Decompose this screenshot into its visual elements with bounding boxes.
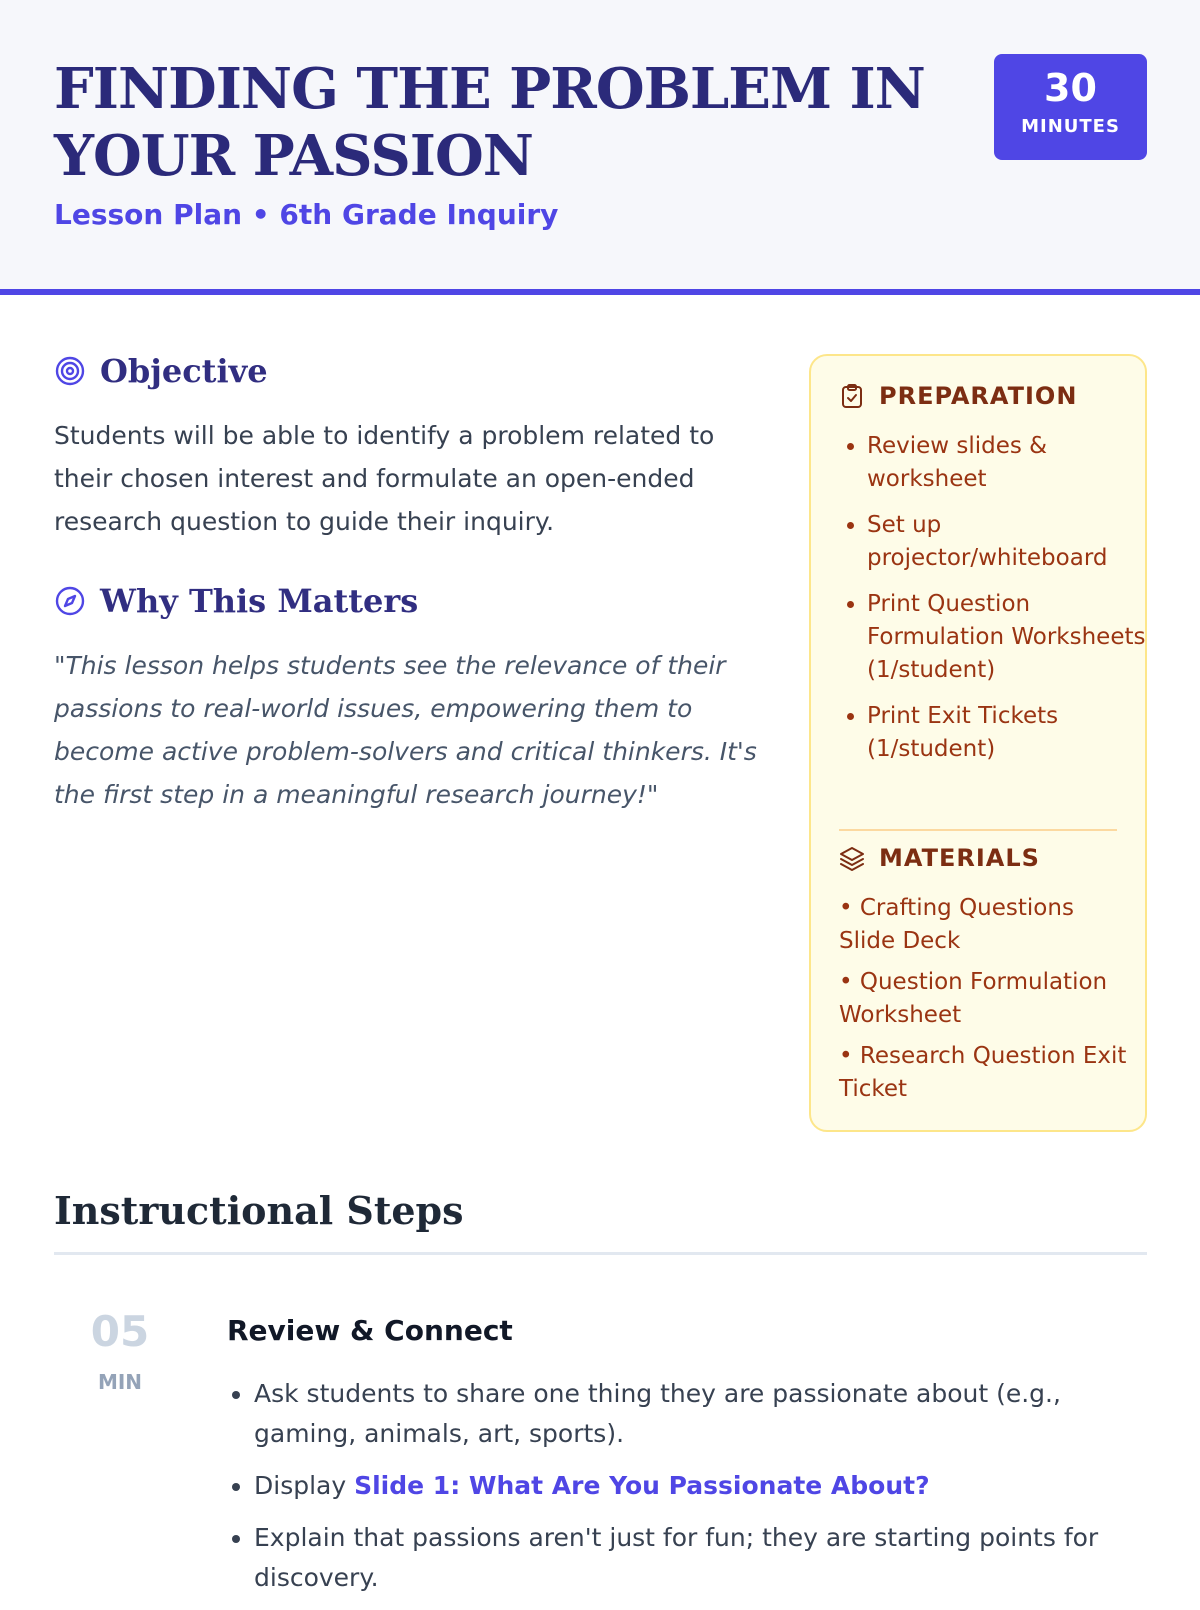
lesson-header — [0, 0, 1200, 295]
preparation-divider — [839, 829, 1117, 831]
page-title: FINDING THE PROBLEM IN YOUR PASSION — [54, 56, 925, 189]
target-icon — [54, 355, 86, 387]
step-bullets — [227, 1374, 1134, 1610]
step-bullet-prefix: Display — [254, 1471, 355, 1500]
duration-badge — [994, 54, 1147, 160]
why-heading-label: Why This Matters — [100, 582, 419, 620]
why-quote: "This lesson helps students see the relevance of their passions to real-world issues, empowering them to become active problem-solvers and critical thinkers. It's the first step in a meaningful research journey!" — [54, 651, 757, 809]
materials-item: • Question Formulation Worksheet — [839, 969, 1108, 1028]
why-heading — [54, 582, 418, 620]
step-title: Review & Connect — [227, 1314, 513, 1347]
steps-heading: Instructional Steps — [54, 1188, 464, 1233]
slide-reference-link[interactable]: Slide 1: What Are You Passionate About? — [354, 1471, 930, 1500]
duration-unit: MINUTES — [1021, 116, 1120, 137]
materials-list — [839, 892, 1129, 1114]
materials-item: • Crafting Questions Slide Deck — [839, 895, 1074, 954]
materials-heading-label: MATERIALS — [879, 844, 1040, 872]
step-minutes-unit: MIN — [97, 1370, 143, 1394]
preparation-item: • Print Question Formulation Worksheets (1/student) — [867, 588, 1147, 687]
objective-heading-label: Objective — [100, 352, 268, 390]
preparation-list — [839, 430, 1147, 779]
preparation-item: • Print Exit Tickets (1/student) — [867, 700, 1147, 766]
step-bullet: • Explain that passions aren't just for fun; they are starting points for discovery. — [254, 1518, 1134, 1598]
preparation-heading — [839, 382, 1077, 410]
step-minutes: 05 — [90, 1307, 150, 1356]
objective-text: Students will be able to identify a problem related to their chosen interest and formulate an open-ended research question to guide their inquiry. — [54, 421, 715, 536]
preparation-item: • Set up projector/whiteboard — [867, 509, 1147, 575]
preparation-panel — [809, 354, 1147, 1132]
compass-icon — [54, 585, 86, 617]
materials-item: • Research Question Exit Ticket — [839, 1043, 1127, 1102]
duration-value: 30 — [1044, 66, 1097, 110]
clipboard-icon — [839, 383, 865, 409]
layers-icon — [839, 845, 865, 871]
step-bullet: • Ask students to share one thing they are passionate about (e.g., gaming, animals, art, sports). — [254, 1374, 1134, 1454]
materials-heading — [839, 844, 1040, 872]
preparation-item: • Review slides & worksheet — [867, 430, 1147, 496]
objective-heading — [54, 352, 268, 390]
preparation-heading-label: PREPARATION — [879, 382, 1078, 410]
steps-divider — [54, 1252, 1147, 1255]
step-bullet — [254, 1466, 1134, 1506]
page-subtitle: Lesson Plan • 6th Grade Inquiry — [54, 198, 559, 231]
